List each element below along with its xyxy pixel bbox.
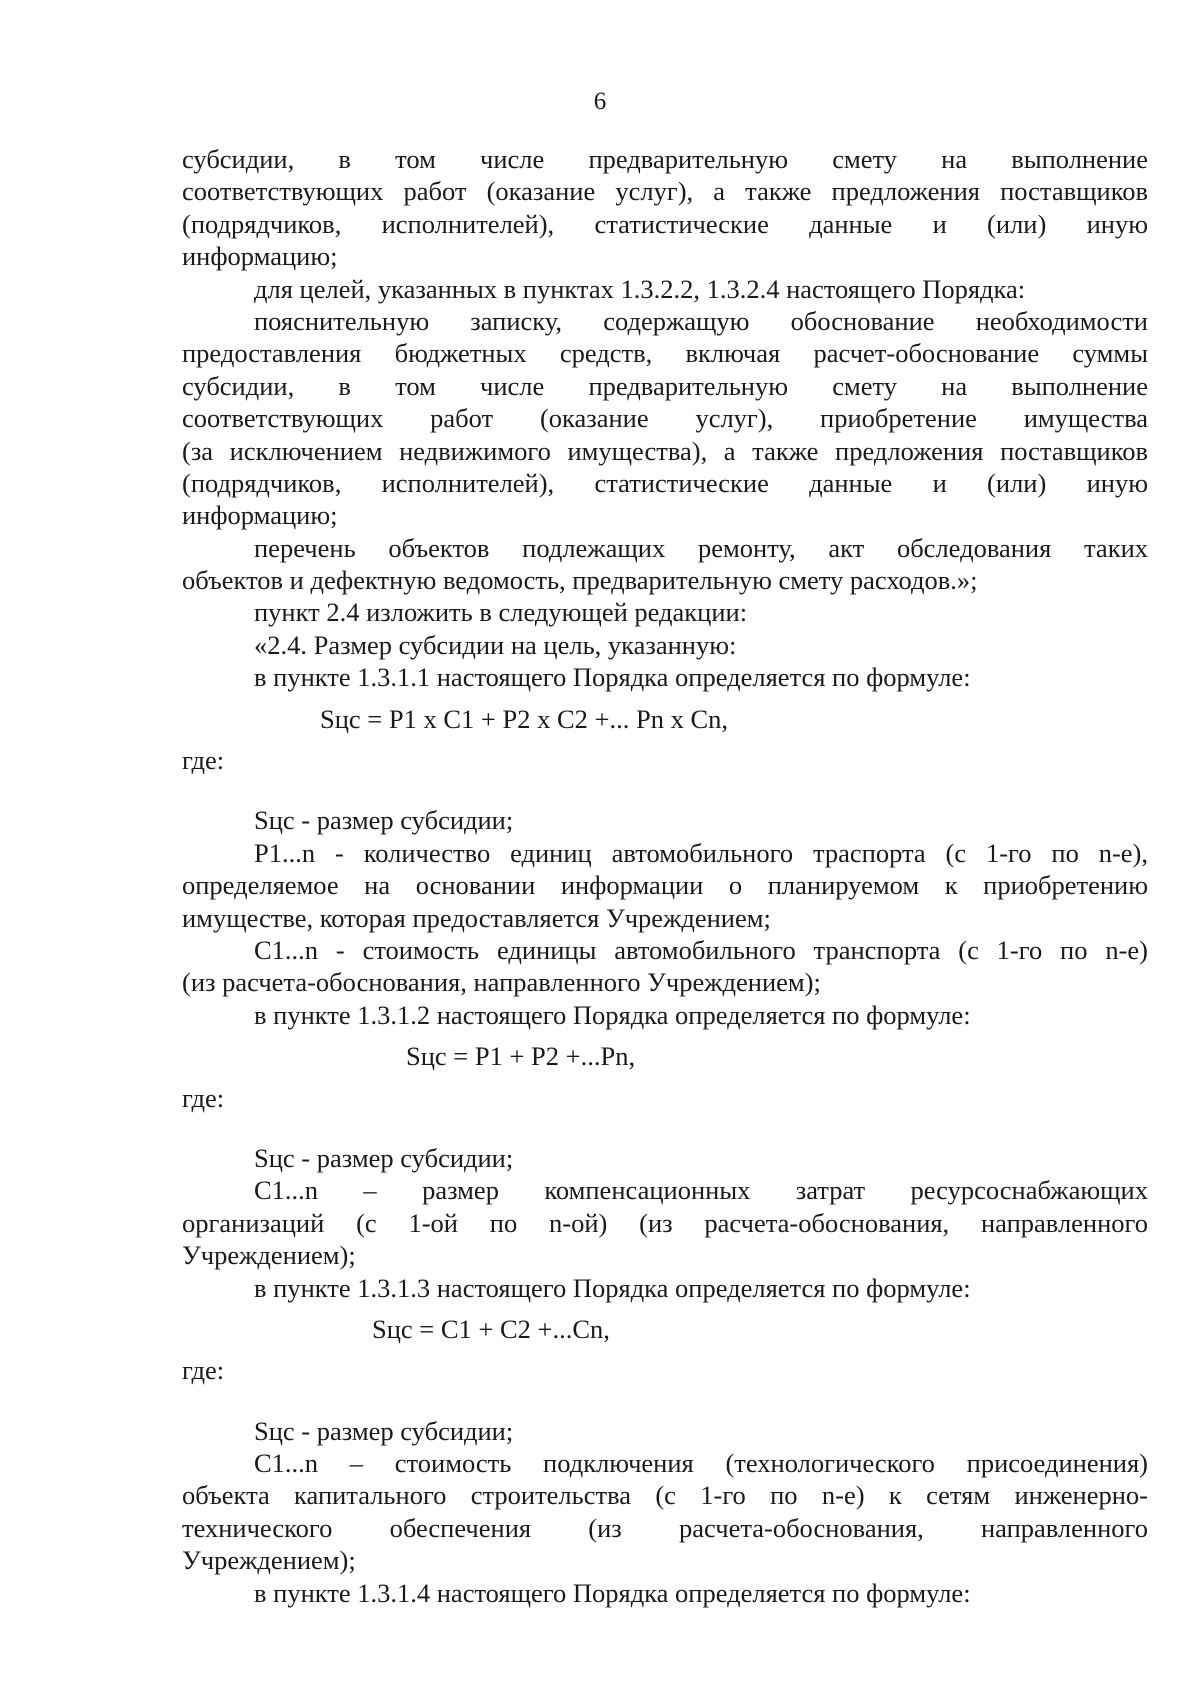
text-line: «2.4. Размер субсидии на цель, указанную: [254, 629, 737, 660]
text-line: в пункте 1.3.1.3 настоящего Порядка определяется по формуле: [254, 1272, 971, 1303]
formula: Sцс = P1 + P2 +...Pn, [406, 1041, 636, 1072]
text-line: Sцс - размер субсидии; [254, 1415, 514, 1446]
text-line: организаций (с 1-ой по n-ой) (из расчета-обоснования, направленного [182, 1207, 1148, 1238]
text-line: (подрядчиков, исполнителей), статистические данные и (или) иную [182, 467, 1148, 498]
text-line: соответствующих работ (оказание услуг), приобретение имущества [182, 403, 1148, 434]
text-line: перечень объектов подлежащих ремонту, акт обследования таких [254, 532, 1148, 563]
where-label: где: [182, 1082, 225, 1113]
text-line: субсидии, в том числе предварительную смету на выполнение [182, 144, 1148, 174]
text-line: информацию; [182, 500, 338, 531]
text-line: предоставления бюджетных средств, включая расчет-обоснование суммы [182, 338, 1148, 369]
text-line: технического обеспечения (из расчета-обоснования, направленного [182, 1512, 1148, 1543]
text-line: C1...n – размер компенсационных затрат ресурсоснабжающих [254, 1175, 1148, 1206]
text-line: в пункте 1.3.1.4 настоящего Порядка определяется по формуле: [254, 1577, 971, 1608]
text-line: пояснительную записку, содержащую обоснование необходимости [254, 305, 1148, 336]
page-number: 6 [593, 88, 607, 115]
text-line: Sцс - размер субсидии; [254, 1142, 514, 1173]
formula: Sцс = P1 x C1 + P2 x C2 +... Pn x Cn, [320, 703, 729, 734]
text-line: объектов и дефектную ведомость, предварительную смету расходов.»; [182, 565, 978, 596]
where-label: где: [182, 745, 225, 776]
text-line: пункт 2.4 изложить в следующей редакции: [254, 597, 748, 628]
text-line: C1...n – стоимость подключения (технологического присоединения) [254, 1448, 1148, 1479]
text-line: P1...n - количество единиц автомобильного траспорта (с 1-го по n-е), [254, 837, 1148, 868]
text-line: C1...n - стоимость единицы автомобильного транспорта (с 1-го по n-е) [254, 934, 1148, 965]
text-line: определяемое на основании информации о планируемом к приобретению [182, 870, 1148, 901]
text-line: (подрядчиков, исполнителей), статистические данные и (или) иную [182, 208, 1148, 239]
text-line: (из расчета-обоснования, направленного Учреждением); [182, 967, 821, 998]
text-line: Учреждением); [182, 1545, 356, 1576]
formula: Sцс = C1 + C2 +...Cn, [372, 1313, 610, 1344]
text-line: субсидии, в том числе предварительную смету на выполнение [182, 370, 1148, 401]
text-line: объекта капитального строительства (с 1-го по n-е) к сетям инженерно- [182, 1480, 1148, 1511]
text-line: имуществе, которая предоставляется Учреждением; [182, 902, 771, 933]
text-line: Sцс - размер субсидии; [254, 805, 514, 836]
text-line: информацию; [182, 241, 338, 272]
text-line: в пункте 1.3.1.2 настоящего Порядка определяется по формуле: [254, 999, 971, 1030]
text-line: соответствующих работ (оказание услуг), а также предложения поставщиков [182, 176, 1148, 207]
text-line: Учреждением); [182, 1240, 356, 1271]
text-line: для целей, указанных в пунктах 1.3.2.2, 1.3.2.4 настоящего Порядка: [254, 273, 1026, 304]
text-line: в пункте 1.3.1.1 настоящего Порядка определяется по формуле: [254, 662, 971, 693]
text-line: (за исключением недвижимого имущества), а также предложения поставщиков [182, 435, 1148, 466]
document-body [182, 143, 1148, 1609]
where-label: где: [182, 1355, 225, 1386]
